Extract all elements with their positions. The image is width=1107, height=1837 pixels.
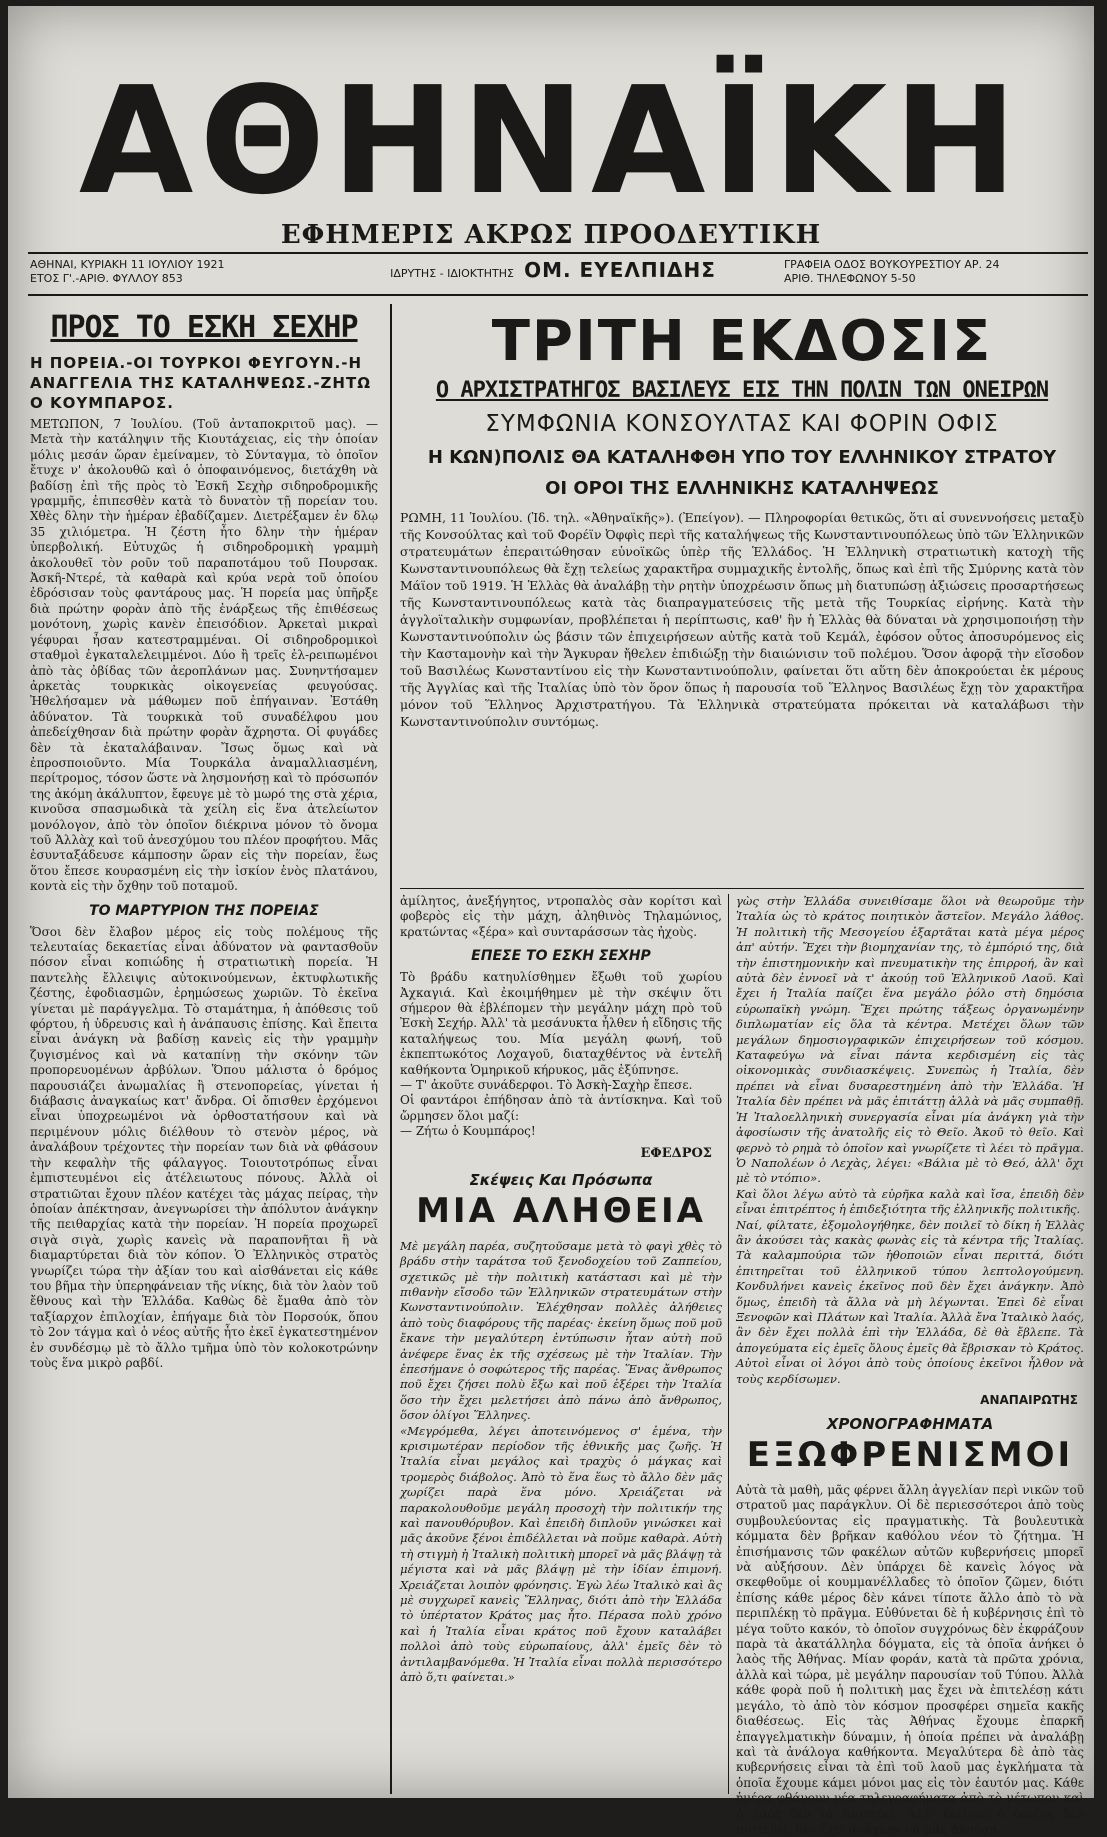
continued-text: ἀμίλητος, ἀνεξήγητος, ντροπαλὸς σὰν κορίτσι καὶ φοβερὸς εἰς τὴν μάχη, ἀληθινὸς Τηλαμώνιος, κρατώντας «ξέρα» καὶ συνταράσσων τὰς ἠχοὺς. [400, 894, 722, 939]
exofrenismoi-headline: ΕΞΩΦΡΕΝΙΣΜΟΙ [746, 1435, 1074, 1475]
thoughts-kicker: Σκέψεις Και Πρόσωπα [469, 1170, 653, 1189]
lower-right-column [736, 894, 1084, 1837]
deck-terms: ΟΙ ΟΡΟΙ ΤΗΣ ΕΛΛΗΝΙΚΗΣ ΚΑΤΑΛΗΨΕΩΣ [545, 478, 939, 499]
left-article-body-2: Ὅσοι δὲν ἔλαβον μέρος εἰς τοὺς πολέμους τῆς τελευταίας δεκαετίας εἶναι ἀδύνατον νὰ φαντασθοῦν πόσον εἶναι κοπιώδης ἡ στρατιωτικὴ πορεία. Ἡ παντελὴς ἔλλειψις αὐτοκινούμενων, ἐκτυφλωτικῆς ζέστης, ἐφοδιασμῶν, ἐρημώσεως χωριῶν. Τὸ ἐκεῖνα γίνεται μὲ παράγγελμα. Τὸ σταμάτημα, ἡ ἀπόθεσις τοῦ φόρτου, ἡ ὑδρευσις καὶ ἡ ἀνάπαυσις ἐπίσης. Καὶ ἔπειτα εἶναι ἀνάγκη νὰ βαδίσῃ κανεὶς εἰς τὴν γραμμὴν ζυγισμένος καὶ νὰ καταπίνῃ τὴν σκόνην τῶν προπορευομένων ἀρβύλων. Ὅπου μάλιστα ὁ δρόμος παρουσιάζει ἀνωμαλίας ἢ στενοπορείας, γίνεται ἡ διάβασις ἀναγκαίως κατ' ἄνδρα. Οἱ ὄπισθεν ἐρχόμενοι εἶναι ὑποχρεωμένοι νὰ ὀρθοστατήσουν καὶ νὰ περιμένουν μόλις διέλθουν τὸ στενὸν μέρος, νὰ ἀναλάβουν τρέχοντες τὴν πορείαν των διὰ νὰ φθάσουν τὴν κεφαλὴν τῆς φάλαγγος. Τοιουτοτρόπως εἶναι ἐμπιστευμένοι εἰς ἀτέλειωτους πόνους. Ἀλλὰ οἱ στρατιῶται ἔχουν πλέον κατέχει τὰς μάχας πείρας, τὴν ὁποίαν ἀπέκτησαν, ἀνεγνωρίσει τὴν ἀπόλυτον ἀνάγκην τῆς πειθαρχίας κατὰ τὴν πορείαν. Ἡ πορεία προχωρεῖ σιγὰ σιγὰ, χωρὶς κανεὶς νὰ παραπονῆται ἢ νὰ διαμαρτύρεται διὰ τὸν κόπον. Ὁ Ἐλληνικὸς στρατὸς γνωρίζει τώρα τὴν ἀξίαν του καὶ αἰσθάνεται εἰς κάθε του βῆμα τὴν ὑπερηφάνειαν τῆς νίκης, διὰ τὸν λαὸν τοῦ ἔθνους καὶ τὴν Ἑλλάδα. Καθὼς δὲ ἔμαθα ἀπὸ τὸν ταξίαρχον ἐπιλοχίαν, ἐπήγαμε διὰ τὸν Πορσούκ, ὅπου τὸ 2ον τάγμα καὶ ὁ νέος αὐτῆς ἦτο ἐκεῖ ἐγκατεστημένον ἐν συνδέσμῳ μὲ τὸ ἄλλο τμῆμα ὑπὸ τὸν κολοκοτρώνην τοὺς ἕνα μικρὸ ραβδί. [30, 924, 378, 1370]
left-section-title: ΤΟ ΜΑΡΤΥΡΙΟΝ ΤΗΣ ΠΟΡΕΙΑΣ [89, 902, 319, 919]
column-divider [390, 304, 392, 1794]
left-headline: ΠΡΟΣ ΤΟ ΕΣΚΗ ΣΕΧΗΡ [50, 310, 358, 345]
lower-rule [400, 888, 1084, 889]
lower-column-divider [728, 894, 729, 1794]
left-subhead: Η ΠΟΡΕΙΑ.-ΟΙ ΤΟΥΡΚΟΙ ΦΕΥΓΟΥΝ.-Η ΑΝΑΓΓΕΛΙΑ ΤΗΣ ΚΑΤΑΛΗΨΕΩΣ.-ΖΗΤΩ Ο ΚΟΥΜΠΑΡΟΣ. [30, 354, 371, 412]
banner-headline: Ο ΑΡΧΙΣΤΡΑΤΗΓΟΣ ΒΑΣΙΛΕΥΣ ΕΙΣ ΤΗΝ ΠΟΛΙΝ ΤΩΝ ΟΝΕΙΡΩΝ [435, 378, 1049, 403]
masthead-title: ΑΘΗΝΑΪΚΗ [78, 55, 1024, 227]
left-column [30, 306, 378, 1371]
phone-line: ΑΡΙΘ. ΤΗΛΕΦΩΝΟΥ 5-50 [784, 272, 916, 285]
masthead-subtitle: ΕΦΗΜΕΡΙΣ ΑΚΡΩΣ ΠΡΟΟΔΕΥΤΙΚΗ [280, 220, 822, 250]
italy-text: γὼς στὴν Ἑλλάδα συνειθίσαμε ὅλοι νὰ θεωροῦμε τὴν Ἰταλία ὡς τὸ κράτος ποιητικὸν ἄστεῖον. Μεγάλο λάθος. Ἡ πολιτικὴ τῆς Μεσογείου ἐξαρτᾶται κατὰ μέγα μέρος ἀπ' αὐτήν. Ἔχει τὴν βιομηχανίαν της, τὸ ἐμπόριό της, διὰ τὴν ἐπιστημονικὴν καὶ πνευματικὴν της ἐπιρροή, ἂν καὶ αὐτὰ δὲν ἐννοεῖ νὰ τ' ἀκούῃ τοῦ Ἑλληνικοῦ Λαοῦ. Καὶ ἔχει ἡ Ἰταλία παίζει ἕνα μεγάλο ῥόλο στὴ δημόσια εὐρωπαϊκὴ γνώμη. Ἔχει πρώτης τάξεως ὀργανωμένην διπλωματίαν εἰς ὅλα τὰ κέντρα. Μετέχει ὅλων τῶν μεγάλων δημοσιογραφικῶν ἐπιχειρήσεων τοῦ κόσμου. Καταφεύγω νὰ εἶναι πάντα κερδισμένη εἰς τὰς οἰκονομικὰς συνδιασκέψεις. Συνεπὼς ἡ Ἰταλία, δὲν πρέπει νὰ εἶναι δυσαρεστημένη ἀπὸ τὴν Ἑλλάδα. Ἡ Ἰταλία δὲν πρέπει νὰ μᾶς ἐπιτάττῃ ἀλλὰ νὰ μᾶς συμπαθῇ. Ἡ Ἰταλοελληνικὴ συνεργασία εἶναι μία ἀνάγκη γιὰ τὴν ἀφοσίωσιν τῆς ἀνατολῆς εἰς τὸ Θεῖο. Ἀκοῦ τὸ θεῖο. Καὶ φερνὸ τὸ ρημὰ τὸ ὁποῖον καὶ γνωρίζετε τὶ λέει τὸ πρᾶγμα. Ὁ Ναπολέων ὁ Λεχὰς, λέγει: «Βάλια μὲ τὸ Θεό, ἀλλ' ὄχι μὲ τὸ ντόπιο». Καὶ ὅλοι λέγω αὐτὸ τὰ εὐρῆκα καλὰ καὶ ἴσα, ἐπειδὴ δὲν εἶναι ἐπιτρέπτος ἡ ἐπιδεξιότητα τῆς ἑλληνικῆς πολιτικῆς. Ναί, φίλτατε, ἐξομολογήθηκε, δὲν ποιλεῖ τὸ δίκη ἡ Ἑλλὰς ἂν ἀκούσει τὰς κακὰς φωνὰς εἰς τὰ κέντρα τῆς Ἰταλίας. Τὰ καλαμπούρια τῶν ἡθοποιῶν εἶναι περιττά, διότι ἐπιτηρεῖται τοῦ ἐλληνικοῦ τύπου λεπτολογούμενη. Κονδυλήνει κανεὶς ἐκεῖνος ποῦ δὲν ἔχει ἀνάγκην. Ἀπὸ ὅμως, ἐπειδὴ τὰ ἄλλα νὰ μὴ λέγωνται. Ἐπεὶ δὲ εἶναι Ξενοφῶν καὶ Πλάτων καὶ Ἰταλία. Ἀλλὰ ἔνα Ἰταλικὸ λαός, ἂν δὲν ἔχει πολλὰ ἐπὶ τὴν Ἑλλάδα, δὲ θὰ ἔβλεπε. Τὰ ἀπογεύματα εἰς ἐμεῖς ὅλους ἐμεῖς θὰ ἔβρισκαν τὸ Κράτος. Αὐτοὶ εἶναι οἱ λόγοι ἀπὸ τοὺς ὁποίους ἐκεῖνοι ἦλθον νὰ τοὺς κερδίσωμεν. [736, 894, 1084, 1386]
truth-body: Μὲ μεγάλη παρέα, συζητοῦσαμε μετὰ τὸ φαγὶ χθὲς τὸ βράδυ στὴν ταράτσα τοῦ ξενοδοχείου τοῦ Ζαππείου, σχετικῶς μὲ τὴν πολιτικὴ κατάστασι καὶ μὲ τὴν πιθανὴν εἴσοδο τῶν Ἑλληνικῶν στρατευμάτων στὴν Κωνσταντινούπολιν. Ἐλέχθησαν πολλὲς ἀλήθειες ἀπὸ τοὺς διαφόρους τῆς παρέας· ἐκείνη ὅμως ποῦ μοῦ ἔκανε τὴν μεγαλύτερη ἐντύπωσιν ἦταν αὐτὴ ποῦ ἀνέφερε ἕνας ἐκ τῆς σχέσεως μὲ τὴν Ἰταλίαν. Τὴν ἐπεσήμανε ὁ σοφώτερος τῆς παρέας. Ἕνας ἄνθρωπος ποῦ ἔχει ζήσει πολὺ ἔξω καὶ ποῦ ἐξέρει τὴν Ἰταλία ὅσο τὴν ἔχει μελετήσει ἀπὸ πάνω ἀπὸ ἄνθρωπος, ὅσον ὀλίγοι Ἕλληνες. «Μεγρόμεθα, λέγει ἀποτεινόμενος σ' ἐμένα, τὴν κρισιμωτέραν περίοδον τῆς ἐθνικῆς μας ζωῆς. Ἡ Ἰταλία εἶναι μεγάλος καὶ τραχὺς ὁ μάγκας καὶ τρομερὸς διάβολος. Ἀπὸ τὸ ἕνα ἕως τὸ ἄλλο δὲν μᾶς χωρίζει παρὰ ἕνα μόνο. Χρειάζεται νὰ παρακολουθοῦμε μεγάλη προσοχὴ τὴν πολιτικήν της καὶ πανουθόρυβον. Καὶ ἐπειδὴ διπλοῦν γινώσκει καὶ μᾶς ἀκοῦνε ξένοι ἐπιδέλλεται νὰ ποῦμε καθαρὰ. Αὐτὴ τὴ στιγμὴ ἡ Ἰταλικὴ πολιτικὴ μπορεῖ νὰ μᾶς βλάψῃ τὰ μέγιστα καὶ νὰ μᾶς βλάψῃ μὲ τὴν ἰδίαν ἐπιμονή. Χρειάζεται λοιπὸν φρόνησις. Ἐγὼ λέω Ἰταλικὸ καὶ ἂς μὲ συγχωρεῖ κανεὶς Ἕλληνας, διότι ἀπὸ τὴν Ἑλλάδα τὸ ὑπέρτατον Κράτος μας ἦτο. Πέρασα πολὺ χρόνο καὶ ἡ Ἰταλία εἶναι κράτος ποῦ ἔχουν καταλάβει πολλοὶ ἀπὸ τοὺς εὐρωπαίους, ἀλλ' ἐμεῖς δὲν τὸ ἀντιλαμβανόμεθα. Ἡ Ἰταλία εἶναι πολλὰ περισσότερο ἀπὸ ὅ,τι φαίνεται.» [400, 1238, 722, 1685]
date-line: ΑΘΗΝΑΙ, ΚΥΡΙΑΚΗ 11 ΙΟΥΛΙΟΥ 1921 [30, 258, 225, 271]
newspaper-page [8, 6, 1094, 1836]
eskisehir-body: Τὸ βράδυ κατηυλίσθημεν ἔξωθι τοῦ χωρίου Ἀχκαγιά. Καὶ ἐκοιμήθημεν μὲ τὴν σκέψιν ὅτι σήμερον θὰ ἐβλέπομεν τὴν μεγάλην μάχη πρὸ τοῦ Ἐσκὴ Σεχήρ. Ἀλλ' τὰ μεσάνυκτα ἦλθεν ἡ εἴδησις τῆς καταλήψεως του. Μία μεγάλη φωνή, τοῦ ἐκπεπτωκότος Λοχαγοῦ, διαταχθέντος νὰ ἐντελῆ καθήκοντα Ὁμηρικοῦ κήρυκος, μᾶς ἐξύπνησε. — Τ' ἀκοῦτε συνάδερφοι. Τὸ Ἀσκὴ-Σαχὴρ ἔπεσε. Οἱ φαντάροι ἐπήδησαν ἀπὸ τὰ ἀντίσκηνα. Καὶ τοῦ ὤρμησεν ὅλοι μαζί: — Ζήτω ὁ Κουμπάρος! [400, 970, 722, 1139]
left-article-body: ΜΕΤΩΠΟΝ, 7 Ἰουλίου. (Τοῦ ἀνταποκριτοῦ μας). — Μετὰ τὴν κατάληψιν τῆς Κιουτάχειας, εἰς τὴν ὁποίαν μόλις μεσάν ὥραν ἐμείναμεν, τὸ Σύνταγμα, τὸ ὁποῖον ἔτυχε ν' ἀκολουθῶ καὶ ὁ ὁποφαινόμενος, διετάχθη νὰ βαδίσῃ ἐπὶ τῆς πρὸς τὸ Ἐσκῆ Σεχὴρ σιδηροδρομικῆς γραμμῆς, ἐπιπεσθὲν κατὰ τὸ δυνατὸν τῇ πορείαν του. Χθὲς δλην τὴν ἡμέραν ἐβαδίζαμεν. Διετρέξαμεν ἐν δλῳ 35 χιλιόμετρα. Ἡ ζέστη ἦτο δλην τὴν ἡμέραν ὑπερβολική. Εὐτυχῶς ἡ σιδηροδρομικὴ γραμμὴ ἀκολουθεῖ τὸν ροῦν τοῦ παραποτάμου τοῦ Πουρσακ. Ἀσκῆ-Ντερέ, τὰ καθαρὰ καὶ κρύα νερὰ τοῦ ὁποίου ἐδρόσισαν τοὺς φαντάρους μας. Ἡ πορεία μας ὑπῆρξε διὰ πρώτην φορὰν ἀπὸ τῆς ἐνάρξεως τῆς ἐπιθέσεως μονότονη, χωρὶς κανὲν ἐπεισόδιον. Ἀρκεταὶ μικραὶ γέφυραι ἦσαν κατεστραμμέναι. Οἱ σιδηροδρομικοὶ σταθμοὶ ἐγκαταλελειμμένοι. Δύο ἢ τρεῖς ἐλ-ρειπωμένοι ἀπὸ τὰς ὀβίδας τῶν ἀεροπλάνων μας. Συνηντήσαμεν ἀρκετὰς τουρκικὰς οἰκογενείας φευγούσας. Ἠθελήσαμεν νὰ μάθωμεν ποῦ ἐπήγαιναν. Ἐστάθη ἀδύνατον. Τὰ τουρκικὰ τοῦ συναδέλφου μου ἀπεδείχθησαν διὰ πρώτην φορὰν ἄχρηστα. Οἱ φυγάδες δὲν τὰ ἐκαταλάβαιναν. Ἴσως ὅμως καὶ νὰ ἐπροσποιοῦντο. Μία Τουρκάλα ἀναμαλλιασμένη, περίτρομος, τόσον ὥστε νὰ λησμονήσῃ καὶ τὸ πρόσωπόν της ἀκόμη ἀκάλυπτον, ἔφευγε μὲ τὸ μωρό της στὰ χέρια, κινοῦσα σπασμωδικὰ τὰ χείλη εἰς ἕνα ἀτελείωτον μονόλογον, ἀπὸ τὸν ὁποῖον διέκρινα μόνον τὸ ὄνομα τοῦ Ἀλλὰχ καὶ τοῦ ἀνεσχύμου του πλέον προφήτου. Μᾶς ἐσυνταξάδευσε κάμποσην ὥραν εἰς τὴν πορείαν, ἕως ὅτου ἔπεσε κουρασμένη εἰς τὴν ἰσκίον ἑνὸς πλατάνου, κοντὰ εἰς τὴν ὄχθην τοῦ ποταμοῦ. [30, 417, 378, 894]
eskisehir-title: ΕΠΕΣΕ ΤΟ ΕΣΚΗ ΣΕΧΗΡ [471, 948, 651, 965]
deck-consulta: ΣΥΜΦΩΝΙΑ ΚΟΝΣΟΥΛΤΑΣ ΚΑΙ ΦΟΡΙΝ ΟΦΙΣ [485, 411, 999, 437]
truth-headline: ΜΙΑ ΑΛΗΘΕΙΑ [416, 1190, 706, 1231]
chronicles-kicker: ΧΡΟΝΟΓΡΑΦΗΜΑΤΑ [826, 1415, 994, 1433]
founder-block [338, 258, 768, 282]
date-block [30, 258, 225, 286]
exofrenismoi-body: Αὐτὰ τὰ μαθὴ, μᾶς φέρνει ἄλλη ἀγγελίαν περὶ νικῶν τοῦ στρατοῦ μας παράγκλυν. Οἱ δὲ περιεσσότεροι ἀπὸ τοὺς συμβουλεύοντας εἰς πραγματικὴς. Τὰ βουλευτικὰ κόμματα δὲν βρῆκαν καθόλου νέον τὸ ζήτημα. Ἡ ἐπισήμανσις τῶν φακέλων αὐτῶν κυβερνήσεις μπορεῖ νὰ αὐξήσουν. Δὲν ὑπάρχει δὲ κανεὶς λόγος νὰ σκεφθοῦμε οἱ κουμμανέλλαδες τὸ ὁποῖον ζῶμεν, διότι ἐπίσης κάθε μέρος δὲν κάνει τίποτε ἄλλο ἀπὸ τὸ νὰ περιπλέκῃ τὸ πρᾶγμα. Εὐθύνεται δὲ ἡ κυβέρνησις ἐπὶ τὸ μέγα τοῦτο κακόν, τὸ ὁποῖον συγχρόνως δὲν ἐκφράζουν παρὰ τὰ ἀκατάλληλα δόγματα, εἰς τὰ ὁποῖα ἀνήκει ὁ λαὸς τῆς Ἀθήνας. Μίαν φοράν, κατὰ τὰ πρῶτα χρόνια, ἀλλὰ καὶ τώρα, μὲ μεγάλην παρουσίαν τοῦ Τύπου. Ἀλλὰ κάθε φορὰ ποῦ ἡ πολιτικὴ μας ἔχει νὰ ἐπιτελέσῃ κάτι μεγάλο, τὸ ἀπὸ τὸν κόσμον προσφέρει σημεῖα κακῆς διαθέσεως. Εἰς τὰς Ἀθήνας ἔχουμε ἐπαρκῆ ἐπαγγελματικὴν δύναμιν, ἡ ὁποία πρέπει νὰ ἀναλάβῃ καὶ τὰ ἀνάλογα καθήκοντα. Μεγαλύτερα δὲ ἀπὸ τὰς κυβερνήσεις εἶναι τὰ ἐπὶ τοῦ λαοῦ μας ἐγκλήματα τὰ ὁποῖα ἔχουμε κάμει μόνοι μας εἰς τὸν ἑαυτόν μας. Κάθε ἡμέρα φθάνουν νέα τηλεγραφήματα ἀπὸ τὸ μέτωπον καὶ ὁ λαὸς δὲν τὰ πιστεύει. Ἀλλ' ἐκεῖνος ὁ ὁποῖος δὲν πιστεύει, δὲν ἔχει ἀνάγκην νὰ μᾶς ἀκούσῃ. [736, 1483, 1084, 1836]
header-bottom-rule [28, 294, 1088, 296]
masthead-rule [28, 252, 1088, 254]
lower-left-column [400, 894, 722, 1685]
main-story-body: ΡΩΜΗ, 11 Ἰουλίου. (Ἰδ. τηλ. «Ἀθηναϊκῆς»). (Ἐπείγον). — Πληροφορίαι θετικῶς, ὅτι αἱ συνεννοήσεις μεταξὺ τῆς Κονσούλτας καὶ τοῦ Φορέϊν Ὀφφὶς περὶ τῆς καταλήψεως τῆς Κωνσταντινουπόλεως ὑπὸ τῶν Ἑλληνικῶν στρατευμάτων ἐπεραιτώθησαν εὐνοϊκῶς ὑπὲρ τῆς Ἑλλάδος. Ἡ Ἑλληνικὴ στρατιωτικὴ κατοχὴ τῆς Κωνσταντινουπόλεως θὰ ἔχῃ τελείως χαρακτῆρα συμμαχικῆς ἐντολῆς, ὅπως καὶ ἐπὶ τῆς Σμύρνης κατὰ τὸν Μάϊον τοῦ 1919. Ἡ Ἑλλὰς θὰ ἀναλάβῃ τὴν ρητὴν ὑποχρέωσιν ὅπως μὴ διατυπώσῃ ἀξιώσεις προσαρτήσεως τῆς Κωνσταντινουπόλεως κατὰ τὰς διαπραγματεύσεις τῆς μετὰ τῆς Τουρκίας εἰρήνης. Κατὰ τὴν ἀγγλοϊταλικὴν συμφωνίαν, προβλέπεται ἡ περίπτωσις, καθ' ἣν ἡ Ἑλλὰς θὰ δύναται νὰ χρησιμοποιήσῃ τὴν Κωνσταντινούπολιν ὡς βάσιν τῶν ἐπιχειρήσεων αὐτῆς κατὰ τοῦ Κεμάλ, ἐφόσον οὗτος ἀποσυρόμενος εἰς τὴν Κασταμονὴν καὶ τὴν Ἄγκυραν ἤθελεν ἐπιδιώξῃ τὴν διαιώνισιν τοῦ πολέμου. Ὅσον ἀφορᾷ τὴν εἴσοδον τοῦ Βασιλέως Κωνσταντίνου εἰς τὴν Κωνσταντινούπολιν, φαίνεται ὅτι αὕτη δὲν ἀποκρούεται ἐκ μέρους τῆς Ἀγγλίας καὶ τῆς Ἰταλίας ὑπὸ τὸν ὅρον ὅπως ἡ παρουσία τοῦ Ἕλληνος Βασιλέως ἔχῃ τὸν χαρακτῆρα μόνον τοῦ Ἕλληνος Ἀρχιστρατήγου. Τὰ Ἑλληνικὰ στρατεύματα πρόκειται νὰ καταλάβωσι τὴν Κωνσταντινούπολιν συντόμως. [400, 510, 1084, 729]
signature-efedros: ΕΦΕΔΡΟΣ [640, 1145, 712, 1161]
issue-line: ΕΤΟΣ Γ'.-ΑΡΙΘ. ΦΥΛΛΟΥ 853 [30, 272, 183, 285]
right-main-story [400, 306, 1084, 730]
office-line: ΓΡΑΦΕΙΑ ΟΔΟΣ ΒΟΥΚΟΥΡΕΣΤΙΟΥ ΑΡ. 24 [784, 258, 1000, 271]
founder-name: ΟΜ. ΕΥΕΛΠΙΔΗΣ [524, 258, 716, 282]
edition-headline: ΤΡΙΤΗ ΕΚΔΟΣΙΣ [491, 309, 993, 374]
founder-label: ΙΔΡΥΤΗΣ - ΙΔΙΟΚΤΗΤΗΣ [390, 267, 514, 280]
office-block [784, 258, 999, 286]
deck-constantinople: Η ΚΩΝ)ΠΟΛΙΣ ΘΑ ΚΑΤΑΛΗΦΘΗ ΥΠΟ ΤΟΥ ΕΛΛΗΝΙΚΟΥ ΣΤΡΑΤΟΥ [427, 447, 1057, 468]
signature-anapairotis: ΑΝΑΠΑΙΡΩΤΗΣ [980, 1393, 1078, 1407]
